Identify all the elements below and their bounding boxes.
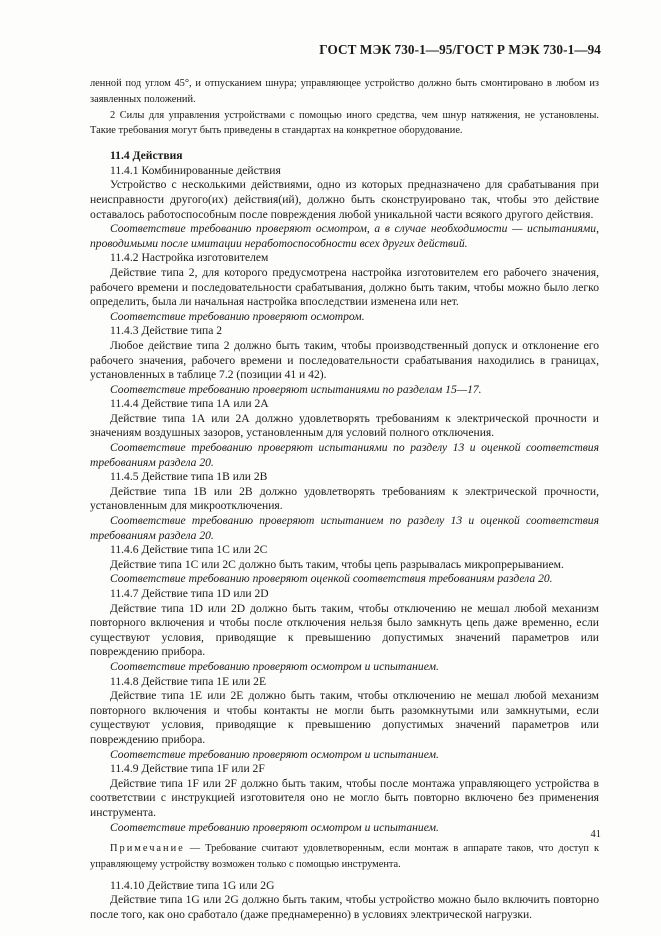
page-content [90, 76, 599, 922]
clause-title: 11.4.4 Действие типа 1А или 2А [110, 397, 269, 411]
clause-text: Действие типа 1G или 2G должно быть таким, чтобы устройство можно было включить повторно после того, как оно сработало (даже преднамеренно) в условиях электрической нагрузки. [90, 893, 599, 921]
clause-title: 11.4.7 Действие типа 1D или 2D [110, 587, 269, 600]
clause-check: Соответствие требованию проверяют осмотром и испытанием. [110, 820, 439, 834]
clause-text: Действие типа 1С или 2С должно быть таким, чтобы цепь разрывалась микропрерыванием. [110, 557, 564, 571]
clause-check: Соответствие требованию проверяют осмотром и испытанием. [110, 747, 439, 761]
note-label: Примечание [110, 843, 185, 855]
clause-text: Действие типа 1А или 2А должно удовлетворять требованиям к электрической прочности и значениям воздушных зазоров, установленным для условий полного отключения. [90, 411, 599, 440]
note [90, 841, 599, 873]
clause-title: 11.4.2 Настройка изготовителем [110, 251, 269, 265]
section-title: 11.4 Действия [110, 149, 183, 163]
clause-check: Соответствие требованию проверяют оценкой соответствия требованиям раздела 20. [110, 572, 553, 586]
note-text: — Требование считают удовлетворенным, если монтаж в аппарате таков, что доступ к управляющему устройству возможен только с помощью инструмента. [90, 843, 599, 870]
clause-text: Действие типа 1В или 2В должно удовлетворять требованиям к электрической прочности, установленным для микроотключения. [90, 484, 599, 513]
clause-title: 11.4.9 Действие типа 1F или 2F [110, 762, 265, 776]
clause-title: 11.4.10 Действие типа 1G или 2G [110, 878, 275, 892]
clause-title: 11.4.5 Действие типа 1В или 2В [110, 470, 268, 484]
clause-check: Соответствие требованию проверяют испытаниями по разделу 13 и оценкой соответствия требованиям раздела 20. [90, 441, 599, 469]
document-header: ГОСТ МЭК 730-1—95/ГОСТ Р МЭК 730-1—94 [319, 42, 601, 57]
clause-title: 11.4.3 Действие типа 2 [110, 324, 223, 338]
clause-title: 11.4.1 Комбинированные действия [110, 163, 281, 177]
clause-text: Устройство с несколькими действиями, одно из которых предназначено для срабатывания при неисправности другого(их) действия(ий), должно быть сконструировано так, чтобы это действие оставалось работоспособным после повреждения любой уникальной части всякого другого действия. [90, 178, 599, 221]
clause-text: Действие типа 1F или 2F должно быть таким, чтобы после монтажа управляющего устройства в соответствии с инструкцией изготовителя оно не могло быть повторно включено без применения инструмента. [90, 776, 599, 819]
clause-check: Соответствие требованию проверяют осмотром. [110, 309, 365, 323]
intro-paragraph: ленной под углом 45°, и отпусканием шнура; управляющее устройство должно быть смонтировано в любом из заявленных положений. [90, 78, 599, 105]
clause-title: 11.4.6 Действие типа 1С или 2С [110, 543, 268, 557]
clause-check: Соответствие требованию проверяют осмотром, а в случае необходимости — испытаниями, проводимыми после имитации неработоспособности всех других действий. [90, 222, 599, 250]
clause-title: 11.4.8 Действие типа 1Е или 2Е [110, 674, 267, 688]
clause-text: Любое действие типа 2 должно быть таким, чтобы производственный допуск и отклонение его рабочего значения, рабочего времени и последовательности срабатывания находились в границах, установленных в таблице 7.2 (позиции 41 и 42). [90, 338, 599, 382]
clause-text: Действие типа 1D или 2D должно быть таким, чтобы отключению не мешал любой механизм повторного включения и чтобы после отключения нельзя было замкнуть цепь даже временно, если существуют условия, приводящие к превышению допустимых значений параметров или повреждению прибора. [90, 601, 599, 659]
clause-text: Действие типа 1Е или 2Е должно быть таким, чтобы отключению не мешал любой механизм повторного включения и чтобы контакты не могли быть разомкнутыми или замкнутыми, если существуют условия, приводящие к превышению допустимых значений параметров или повреждению прибора. [90, 689, 599, 746]
clause-check: Соответствие требованию проверяют осмотром и испытанием. [110, 659, 439, 673]
clause-check: Соответствие требованию проверяют испытанием по разделу 13 и оценкой соответствия требованиям раздела 20. [90, 514, 599, 542]
clause-check: Соответствие требованию проверяют испытаниями по разделам 15—17. [110, 382, 482, 396]
clause-text: Действие типа 2, для которого предусмотрена настройка изготовителем его рабочего значения, рабочего времени и последовательности срабатывания, должно быть таким, чтобы можно было легко определить, была ли начальная настройка впоследствии изменена или нет. [90, 265, 599, 309]
intro-note: 2 Силы для управления устройствами с помощью иного средства, чем шнур натяжения, не установлены. Такие требования могут быть приведены в стандартах на конкретное оборудование. [90, 109, 599, 137]
page-number: 41 [590, 829, 601, 840]
